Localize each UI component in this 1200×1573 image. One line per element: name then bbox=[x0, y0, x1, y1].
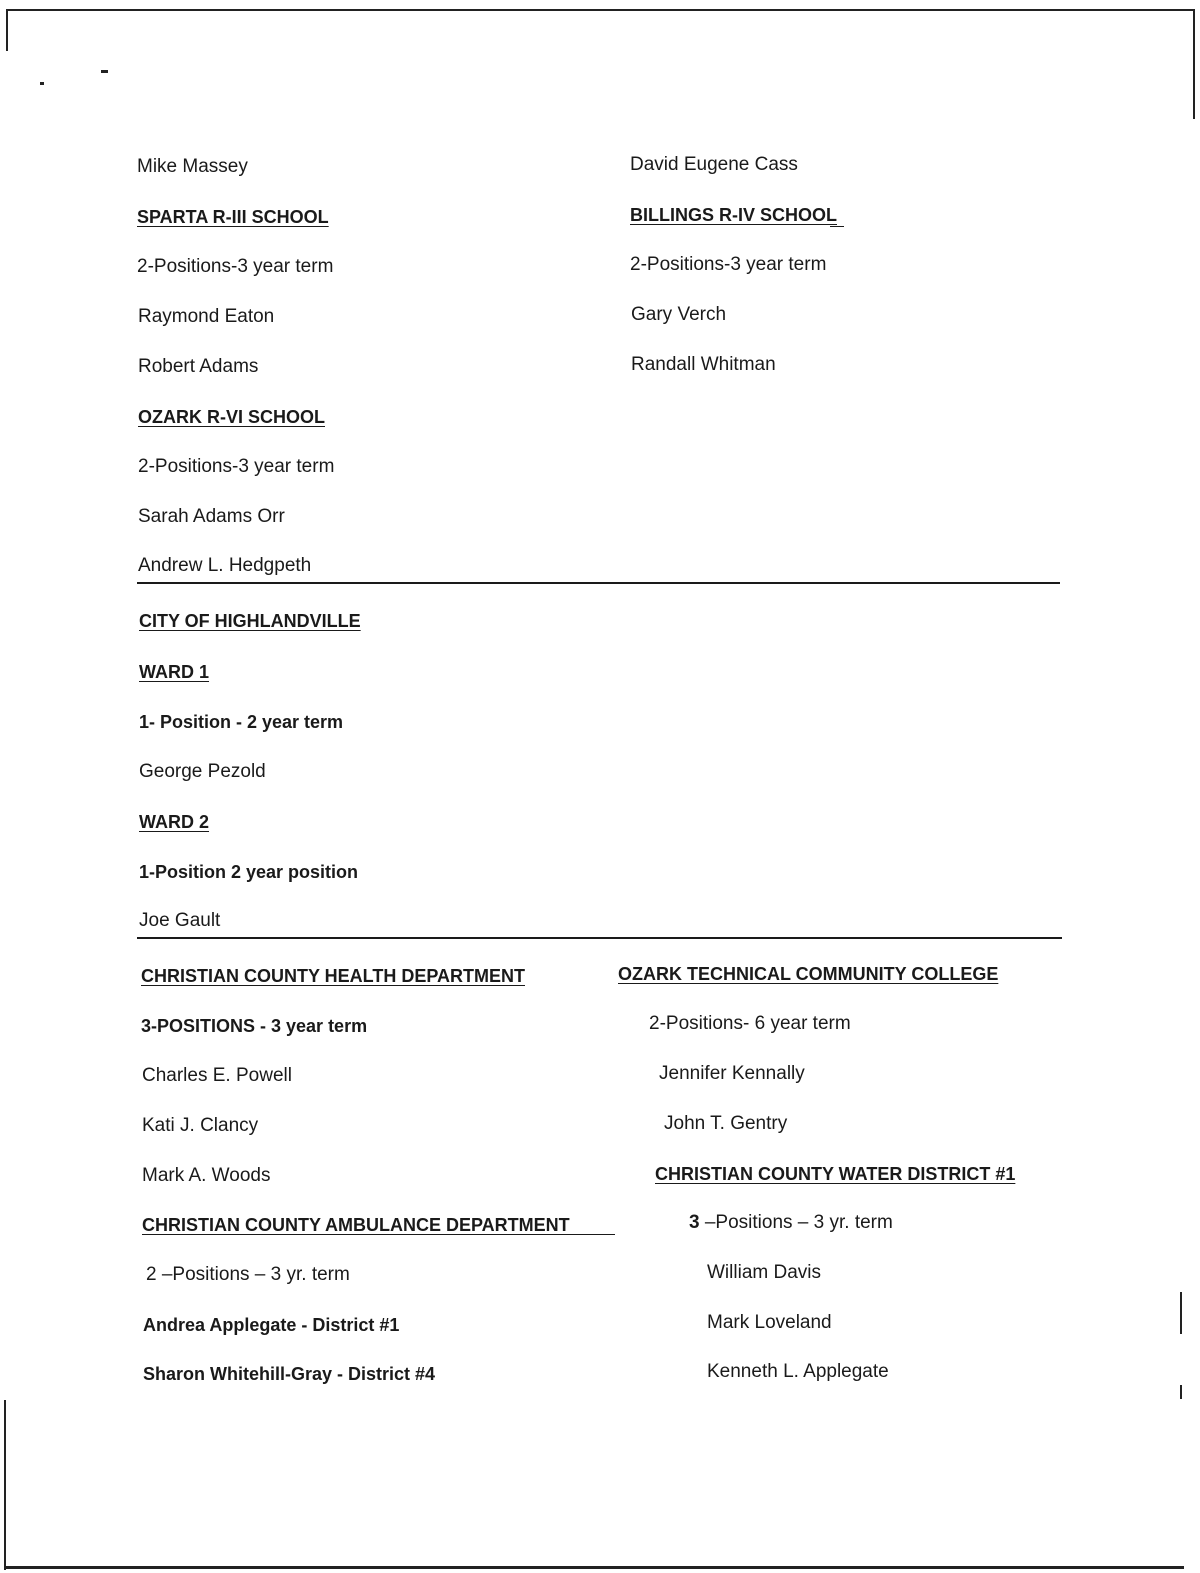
candidate-name: Joe Gault bbox=[139, 910, 221, 931]
candidate-name: George Pezold bbox=[139, 761, 266, 782]
candidate-name: Jennifer Kennally bbox=[659, 1063, 805, 1084]
positions-text: 2-Positions- 6 year term bbox=[649, 1013, 851, 1034]
scan-border-right bbox=[1193, 9, 1195, 119]
ward-heading: WARD 1 bbox=[139, 662, 210, 682]
positions-text: 1-Position 2 year position bbox=[139, 862, 359, 882]
scan-speck bbox=[101, 70, 108, 73]
scan-speck bbox=[1180, 1292, 1182, 1334]
candidate-name: Andrea Applegate - District #1 bbox=[143, 1315, 400, 1335]
candidate-name: Mike Massey bbox=[137, 156, 248, 177]
scan-speck bbox=[40, 82, 44, 85]
candidate-name: Sharon Whitehill-Gray - District #4 bbox=[143, 1364, 436, 1384]
candidate-name: David Eugene Cass bbox=[630, 154, 798, 175]
candidate-name: Gary Verch bbox=[631, 304, 727, 325]
scan-speck bbox=[1180, 1385, 1182, 1399]
candidate-name: John T. Gentry bbox=[664, 1113, 788, 1134]
section-heading-billings: BILLINGS R-IV SCHOOL bbox=[630, 205, 837, 225]
section-divider bbox=[137, 582, 1060, 584]
scan-border-left-lower bbox=[4, 1400, 6, 1570]
ward-heading: WARD 2 bbox=[139, 812, 210, 832]
candidate-name: Mark A. Woods bbox=[142, 1165, 271, 1186]
candidate-name: Robert Adams bbox=[138, 356, 259, 377]
candidate-name: Kenneth L. Applegate bbox=[707, 1361, 889, 1382]
positions-text: 3 –Positions – 3 yr. term bbox=[689, 1212, 893, 1233]
section-heading-health: CHRISTIAN COUNTY HEALTH DEPARTMENT bbox=[141, 966, 525, 986]
section-heading-sparta: SPARTA R-III SCHOOL bbox=[137, 207, 329, 227]
positions-text: 2-Positions-3 year term bbox=[137, 256, 334, 277]
candidate-name: Andrew L. Hedgpeth bbox=[138, 555, 312, 576]
positions-text: 3-POSITIONS - 3 year term bbox=[141, 1016, 368, 1036]
positions-text: 2-Positions-3 year term bbox=[138, 456, 335, 477]
section-heading-water: CHRISTIAN COUNTY WATER DISTRICT #1 bbox=[655, 1164, 1016, 1184]
section-heading-ozark-rvi: OZARK R-VI SCHOOL bbox=[138, 407, 325, 427]
candidate-name: Charles E. Powell bbox=[142, 1065, 292, 1086]
section-heading-ambulance: CHRISTIAN COUNTY AMBULANCE DEPARTMENT bbox=[142, 1215, 570, 1235]
scan-border-top bbox=[6, 9, 1194, 11]
section-heading-highlandville: CITY OF HIGHLANDVILLE bbox=[139, 611, 361, 631]
heading-underline-extension bbox=[830, 226, 844, 227]
positions-text: 2 –Positions – 3 yr. term bbox=[146, 1264, 350, 1285]
candidate-name: Sarah Adams Orr bbox=[138, 506, 285, 527]
positions-text: 1- Position - 2 year term bbox=[139, 712, 344, 732]
candidate-name: Mark Loveland bbox=[707, 1312, 832, 1333]
candidate-name: Raymond Eaton bbox=[138, 306, 275, 327]
heading-underline-extension bbox=[565, 1234, 615, 1235]
positions-text: 2-Positions-3 year term bbox=[630, 254, 827, 275]
scan-border-left bbox=[6, 9, 8, 51]
section-heading-otc: OZARK TECHNICAL COMMUNITY COLLEGE bbox=[618, 964, 999, 984]
candidate-name: William Davis bbox=[707, 1262, 821, 1283]
section-divider bbox=[137, 937, 1062, 939]
scan-border-bottom bbox=[4, 1566, 1184, 1569]
candidate-name: Randall Whitman bbox=[631, 354, 776, 375]
candidate-name: Kati J. Clancy bbox=[142, 1115, 259, 1136]
